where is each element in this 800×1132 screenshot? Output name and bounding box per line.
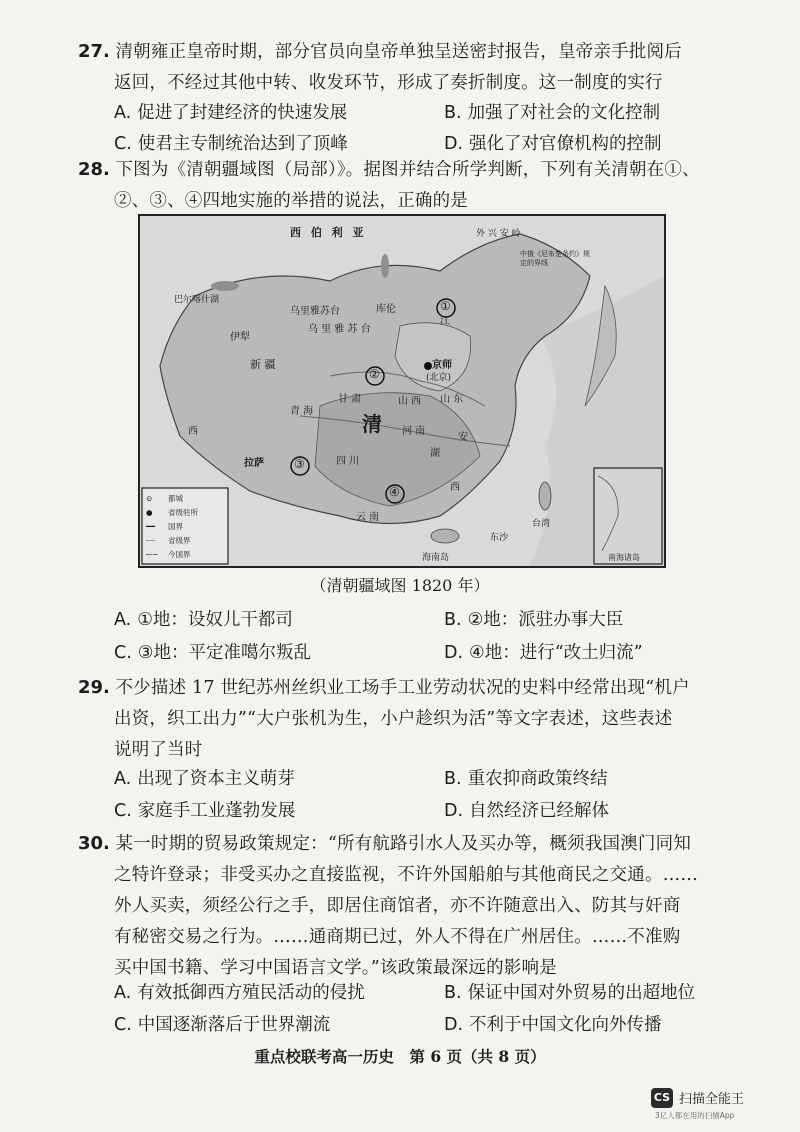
option-c[interactable]: C. 家庭手工业蓬勃发展 (114, 801, 296, 821)
legend-item: ● 省级驻所 (146, 508, 198, 517)
question-number: 28. (78, 159, 110, 180)
map-label-lhasa: 拉萨 (244, 458, 264, 469)
option-a[interactable]: A. ①地：设奴儿干都司 (114, 610, 293, 630)
map-marker-3: ③ (294, 457, 305, 471)
legend-item: ━━ 国界 (146, 522, 183, 531)
map-marker-1: ① (440, 299, 451, 313)
question-stem-line: 买中国书籍、学习中国语言文学。”该政策最深远的影响是 (114, 958, 557, 978)
question-number: 29. (78, 677, 110, 698)
option-a[interactable]: A. 促进了封建经济的快速发展 (114, 103, 348, 123)
question-stem-line: 说明了当时 (114, 740, 203, 760)
map-label-taiwan: 台湾 (532, 519, 551, 529)
map-label-uliastai: 乌里雅苏台 (290, 306, 340, 317)
map-label-hu: 湖 (430, 448, 440, 459)
map-label-south-sea: 南海诸岛 (608, 553, 640, 562)
scanner-tagline: 3亿人都在用的扫描App (655, 1111, 735, 1120)
map-legend (146, 492, 228, 562)
scanner-logo-icon: CS (651, 1088, 673, 1108)
map-label-sichuan: 四 川 (336, 456, 360, 467)
map-label-balkhash: 巴尔喀什湖 (174, 295, 220, 305)
option-d[interactable]: D. 强化了对官僚机构的控制 (444, 134, 662, 154)
map-label-kulun: 库伦 (376, 304, 396, 315)
map-label-yunnan: 云 南 (356, 512, 380, 523)
map-label-xinjiang: 新 疆 (250, 358, 276, 371)
scanner-name: 扫描全能王 (679, 1092, 745, 1107)
question-stem-line: 下图为《清朝疆域图（局部）》。据图并结合所学判断，下列有关清朝在①、 (115, 160, 700, 180)
options-29 (114, 764, 754, 828)
question-stem-line: 不少描述 17 世纪苏州丝织业工场手工业劳动状况的史料中经常出现“机户 (115, 678, 690, 698)
map-label-xi2: 西 (450, 482, 460, 493)
map-label-outer-xing: 外 兴 安 岭 (476, 229, 521, 239)
map-label-uliastai-region: 乌 里 雅 苏 台 (308, 324, 371, 335)
question-stem-line: 有秘密交易之行为。……通商期已过，外人不得在广州居住。……不准购 (114, 927, 681, 947)
option-b[interactable]: B. ②地：派驻办事大臣 (444, 610, 624, 630)
map-label-henan: 河 南 (402, 426, 426, 437)
question-29 (78, 672, 740, 766)
option-b[interactable]: B. 加强了对社会的文化控制 (444, 103, 661, 123)
map-marker-2: ② (369, 367, 380, 381)
option-c[interactable]: C. 中国逐渐落后于世界潮流 (114, 1015, 331, 1035)
map-label-dongsha: 东沙 (490, 533, 509, 543)
map-label-jingshi: 京师 (432, 360, 452, 371)
question-28 (78, 154, 740, 217)
question-stem-line: 之特许登录；非受买办之直接监视，不许外国船舶与其他商民之交通。…… (114, 865, 699, 885)
map-label-yili: 伊犁 (230, 332, 250, 343)
map-label-siberia: 西 伯 利 亚 (290, 226, 367, 239)
question-stem-line: 清朝雍正皇帝时期，部分官员向皇帝单独呈送密封报告，皇帝亲手批阅后 (115, 42, 682, 62)
option-d[interactable]: D. 不利于中国文化向外传播 (444, 1015, 662, 1035)
options-27 (114, 98, 754, 160)
question-stem-line: ②、③、④四地实施的举措的说法，正确的是 (114, 191, 468, 211)
question-30 (78, 828, 740, 984)
qing-territory-map (138, 214, 666, 568)
option-b[interactable]: B. 保证中国对外贸易的出超地位 (444, 983, 696, 1003)
map-label-shandong: 山 东 (440, 394, 464, 405)
map-caption: （清朝疆域图 1820 年） (310, 576, 490, 595)
question-27 (78, 36, 740, 99)
options-30 (114, 978, 754, 1042)
map-label-anhui: 安 (458, 432, 468, 443)
option-d[interactable]: D. ④地：进行“改土归流” (444, 643, 643, 663)
question-stem-line: 出资，织工出力”“大户张机为生，小户趁织为活”等文字表述，这些表述 (114, 709, 673, 729)
map-label-hainan: 海南岛 (422, 553, 450, 563)
page-footer: 重点校联考高一历史 第 6 页（共 8 页） (254, 1047, 546, 1066)
question-stem-line: 返回，不经过其他中转、收发环节，形成了奏折制度。这一制度的实行 (114, 73, 663, 93)
option-a[interactable]: A. 有效抵御西方殖民活动的侵扰 (114, 983, 365, 1003)
option-c[interactable]: C. ③地：平定准噶尔叛乱 (114, 643, 311, 663)
question-number: 27. (78, 41, 110, 62)
map-label-treaty-border: 中俄《尼布楚条约》规定的界线 (520, 250, 590, 267)
option-d[interactable]: D. 自然经济已经解体 (444, 801, 610, 821)
question-stem-line: 外人买卖，须经公行之手，即居住商馆者，亦不许随意出入、防其与奸商 (114, 896, 681, 916)
legend-item: ─·─ 今国界 (146, 550, 191, 559)
map-label-xi: 西 (188, 426, 198, 437)
map-label-jiang: 江 (440, 316, 450, 327)
question-number: 30. (78, 833, 110, 854)
map-label-beijing: (北京) (426, 373, 452, 383)
map-label-qinghai: 青 海 (290, 406, 314, 417)
legend-item: ┈┈ 省级界 (146, 536, 191, 545)
option-a[interactable]: A. 出现了资本主义萌芽 (114, 769, 295, 789)
scanner-watermark (651, 1086, 776, 1126)
options-28 (114, 605, 754, 667)
map-label-qing: 清 (362, 412, 382, 436)
map-label-gansu: 甘 肃 (338, 394, 362, 405)
map-label-shanxi: 山 西 (398, 396, 422, 407)
option-c[interactable]: C. 使君主专制统治达到了顶峰 (114, 134, 348, 154)
legend-item: ⊙ 都城 (146, 494, 183, 503)
option-b[interactable]: B. 重农抑商政策终结 (444, 769, 608, 789)
question-stem-line: 某一时期的贸易政策规定：“所有航路引水人及买办等，概须我国澳门同知 (115, 834, 692, 854)
map-marker-4: ④ (389, 485, 400, 499)
